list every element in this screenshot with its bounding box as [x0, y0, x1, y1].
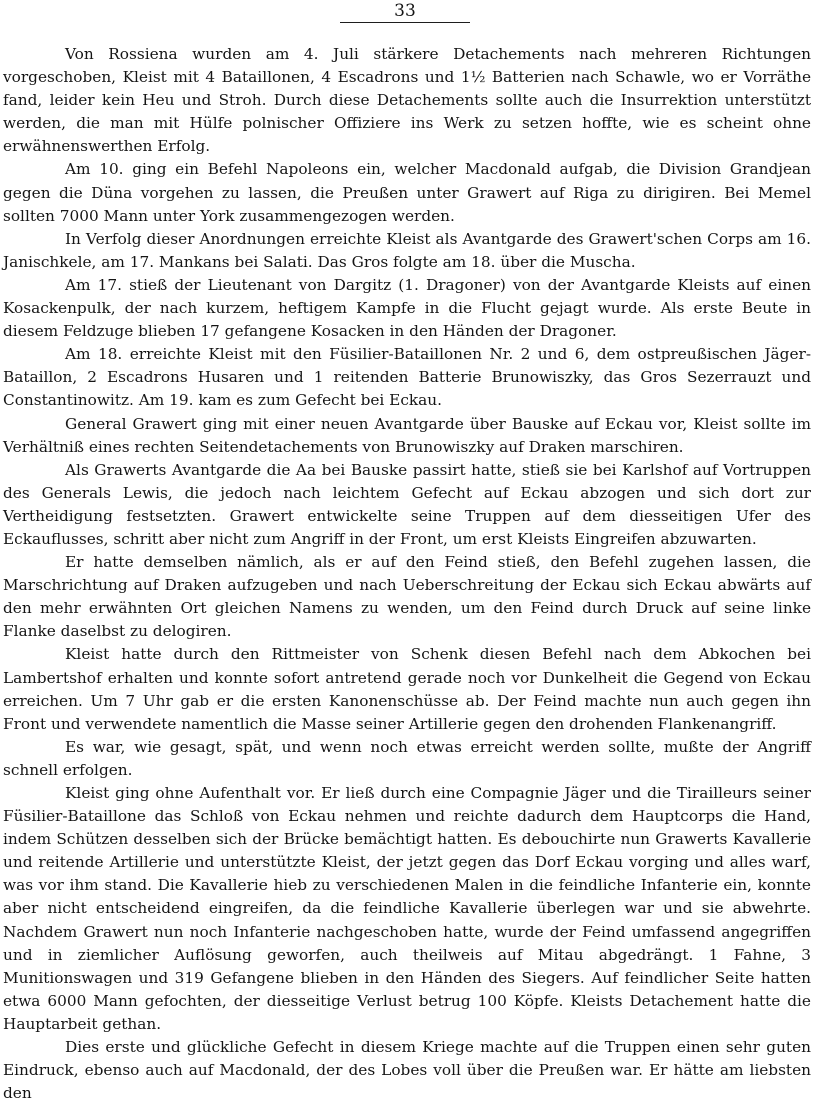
- paragraph-napoleon-order: Am 10. ging ein Befehl Napoleons ein, welcher Macdonald aufgab, die Division Grandjean gegen die Düna vorgehen zu lassen, die Preußen unter Grawert auf Riga zu dirigiren. Bei Memel sollten 7000 Mann unter York zusammengezogen werden.: [3, 160, 811, 225]
- paragraph-kleist-avantgarde: In Verfolg dieser Anordnungen erreichte Kleist als Avantgarde des Grawert'schen Corps am 16. Janischkele, am 17. Mankans bei Salati. Das Gros folgte am 18. über die Muscha.: [3, 229, 811, 271]
- page-number: 33: [394, 1, 416, 21]
- paragraph-schloss-eckau: Kleist ging ohne Aufenthalt vor. Er ließ durch eine Compagnie Jäger und die Tirailleurs seiner Füsilier-Bataillone das Schloß von Eckau nehmen und reichte dadurch dem Hauptcorps die Hand, indem Schützen desselben sich der Brücke bemächtigt hatten. Es debouchirte nun Grawerts Kavallerie und reitende Artillerie und unterstützte Kleist, der jetzt gegen das Dorf Eckau vorging und alles warf, was vor ihm stand. Die Kavallerie hieb zu verschiedenen Malen in die feindliche Infanterie ein, konnte aber nicht entscheidend eingreifen, da die feindliche Kavallerie überlegen war und sie abwehrte. Nachdem Grawert nun noch Infanterie nachgeschoben hatte, wurde der Feind umfassend angegriffen und in ziemlicher Auflösung geworfen, auch theilweis auf Mitau abgedrängt. 1 Fahne, 3 Munitionswagen und 319 Gefangene blieben in den Händen des Siegers. Auf feindlicher Seite hatten etwa 6000 Mann gefochten, der diesseitige Verlust betrug 100 Köpfe. Kleists Detachement hatte die Hauptarbeit gethan.: [3, 784, 811, 1033]
- paragraph-marschrichtung: Er hatte demselben nämlich, als er auf den Feind stieß, den Befehl zugehen lassen, die Marschrichtung auf Draken aufzugeben und nach Ueberschreitung der Eckau sich Eckau abwärts auf den mehr erwähnten Ort gleichen Namens zu wenden, um den Feind durch Druck auf seine linke Flanke daselbst zu delogiren.: [3, 553, 811, 641]
- paragraph-rossiena-detachements: Von Rossiena wurden am 4. Juli stärkere Detachements nach mehreren Richtungen vorgeschoben, Kleist mit 4 Bataillonen, 4 Escadrons und 1½ Batterien nach Schawle, wo er Vorräthe fand, leider kein Heu und Stroh. Durch diese Detachements sollte auch die Insurrektion unterstützt werden, die man mit Hülfe polnischer Offiziere ins Werk zu setzen hoffte, wie es scheint ohne erwähnenswerthen Erfolg.: [3, 45, 811, 156]
- paragraph-fusilier-bataillone: Am 18. erreichte Kleist mit den Füsilier-Bataillonen Nr. 2 und 6, dem ostpreußischen Jäger-Bataillon, 2 Escadrons Husaren und 1 reitenden Batterie Brunowiszky, das Gros Sezerrauzt und Constantinowitz. Am 19. kam es zum Gefecht bei Eckau.: [3, 345, 811, 410]
- paragraph-karlshof-gefecht: Als Grawerts Avantgarde die Aa bei Bauske passirt hatte, stieß sie bei Karlshof auf Vortruppen des Generals Lewis, die jedoch nach leichtem Gefecht auf Eckau abzogen und sich dort zur Vertheidigung festsetzten. Grawert entwickelte seine Truppen auf dem diesseitigen Ufer des Eckauflusses, schritt aber nicht zum Angriff in der Front, um erst Kleists Eingreifen abzuwarten.: [3, 460, 811, 548]
- paragraph-erste-gefecht: Dies erste und glückliche Gefecht in diesem Kriege machte auf die Truppen einen sehr guten Eindruck, ebenso auch auf Macdonald, der des Lobes voll über die Preußen war. Er hätte am liebsten den: [3, 1038, 811, 1103]
- paragraph-angriff-schnell: Es war, wie gesagt, spät, und wenn noch etwas erreicht werden sollte, mußte der Angriff schnell erfolgen.: [3, 737, 811, 779]
- header-rule: [340, 22, 470, 23]
- paragraph-dargitz-kosacken: Am 17. stieß der Lieutenant von Dargitz (1. Dragoner) von der Avantgarde Kleists auf einen Kosackenpulk, der nach kurzem, heftigem Kampfe in die Flucht gejagt wurde. Als erste Beute in diesem Feldzuge blieben 17 gefangene Kosacken in den Händen der Dragoner.: [3, 275, 811, 341]
- paragraph-grawert-bauske: General Grawert ging mit einer neuen Avantgarde über Bauske auf Eckau vor, Kleist sollte im Verhältniß eines rechten Seitendetachements von Brunowiszky auf Draken marschiren.: [3, 414, 811, 456]
- paragraph-rittmeister-schenk: Kleist hatte durch den Rittmeister von Schenk diesen Befehl nach dem Abkochen bei Lambertshof erhalten und konnte sofort antretend gerade noch vor Dunkelheit die Gegend von Eckau erreichen. Um 7 Uhr gab er die ersten Kanonenschüsse ab. Der Feind machte nun auch gegen ihn Front und verwendete namentlich die Masse seiner Artillerie gegen den drohenden Flankenangriff.: [3, 645, 811, 733]
- body-text: [3, 43, 811, 1105]
